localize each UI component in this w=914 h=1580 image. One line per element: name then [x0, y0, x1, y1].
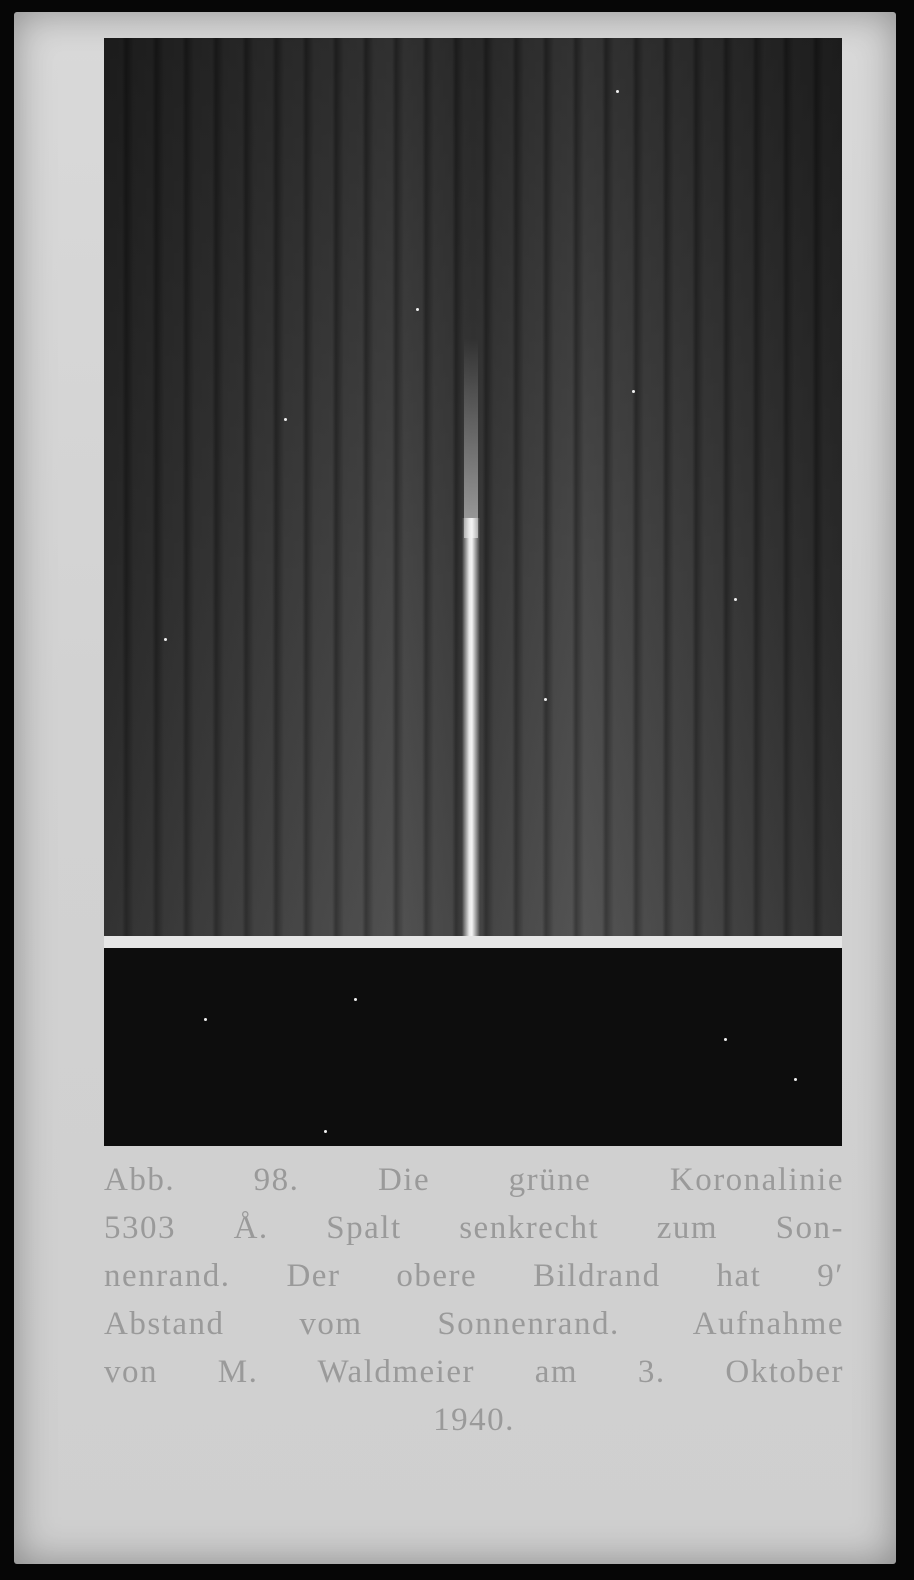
dust-speck — [724, 1038, 727, 1041]
caption-line: Abstand vom Sonnenrand. Aufnahme — [104, 1306, 844, 1342]
dust-speck — [204, 1018, 207, 1021]
dust-speck — [632, 390, 635, 393]
dust-speck — [794, 1078, 797, 1081]
dust-speck — [324, 1130, 327, 1133]
dust-speck — [164, 638, 167, 641]
dust-speck — [416, 308, 419, 311]
caption-year: 1940. — [433, 1402, 515, 1438]
dust-speck — [544, 698, 547, 701]
caption-line: 5303 Å. Spalt senkrecht zum Son- — [104, 1210, 844, 1246]
dust-speck — [734, 598, 737, 601]
coronal-line-fade — [464, 338, 478, 538]
dust-speck — [354, 998, 357, 1001]
solar-disk-block — [104, 948, 842, 1146]
solar-limb-edge — [104, 936, 842, 948]
lantern-slide-card — [14, 12, 896, 1564]
figure-caption — [104, 1156, 844, 1444]
caption-line: von M. Waldmeier am 3. Oktober — [104, 1354, 844, 1390]
caption-line: nenrand. Der obere Bildrand hat 9′ — [104, 1258, 844, 1294]
green-coronal-line — [462, 518, 480, 946]
spectrum-photograph — [104, 38, 842, 1146]
dust-speck — [616, 90, 619, 93]
dust-speck — [284, 418, 287, 421]
caption-line: Abb. 98. Die grüne Koronalinie — [104, 1162, 844, 1198]
